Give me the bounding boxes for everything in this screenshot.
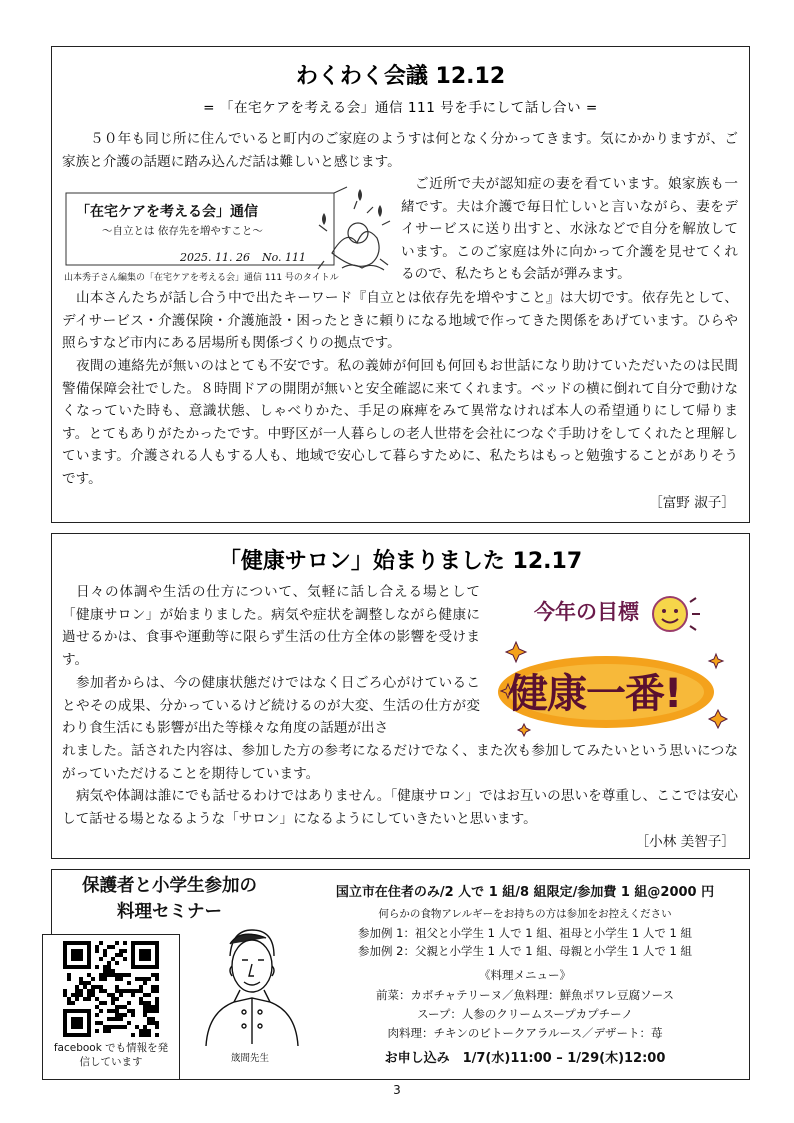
application-period: お申し込み 1/7(水)11:00 – 1/29(木)12:00 (384, 1051, 666, 1066)
section2-paragraph-2a: 参加者からは、今の健康状態だけではなく日ごろ心がけていることやその成果、分かっているけど続けるのが大変、生活の仕方が変わり食生活にも影響が出た等様々な角度の話題が出さ (62, 675, 480, 737)
menu-line-1: 前菜：カボチャテリーヌ／魚料理：鮮魚ポワレ豆腐ソース (375, 988, 675, 1002)
section1-paragraph-4: 夜間の連絡先が無いのはとても不安です。私の義姉が何回も何回もお世話になり助けていただいたのは民間警備保障会社でした。８時間ドアの開閉が無いと安全確認に来てくれます。ベッドの横に倒れて自分で動けなくなっていた時も、意識状態、しゃべりかた、手足の麻痺をみて異常なければ本人の希望通りにして帰ります。とてもありがたかったです。中野区が一人暮らしの老人世帯を会社につなぐ手助けをしてくれたと理解しています。介護される人もする人も、地域で安心して暮らすために、私たちはもっと勉強することがありそうです。 (62, 358, 738, 487)
section1-paragraph-2: ご近所で夫が認知症の妻を看ています。娘家族も一緒です。夫は介護で毎日忙しいと言いながら、妻をデイサービスに送り出すと、水泳などで自分を解放しています。このご家庭は外に向かって介護を見せてくれるので、私たちとも会話が弾みます。 (401, 176, 738, 283)
seminar-title-line-2: 料理セミナー (117, 902, 222, 922)
section2-paragraph-3: 病気や体調は誰にでも話せるわけではありません。「健康サロン」ではお互いの思いを尊重し、ここでは安心して話せる場となるような「サロン」になるようにしていきたいと思います。 (62, 788, 738, 827)
clipping-number: No. 111 (262, 251, 307, 264)
goal-banner (494, 584, 734, 744)
allergy-note: 何らかの食物アレルギーをお持ちの方は参加をお控えください (378, 908, 672, 920)
chef-caption: 筬間先生 (230, 1053, 269, 1064)
banner-main-text: 健康一番! (508, 671, 682, 717)
section2-title: 「健康サロン」始まりました 12.17 (218, 549, 583, 574)
menu-line-3: 肉料理：チキンのビトークアラルース／デザート：苺 (387, 1026, 663, 1040)
chef-portrait (200, 918, 300, 1048)
section1-paragraph-3: 山本さんたちが話し合う中で出たキーワード『自立とは依存先を増やすこと』は大切です。依存先として、デイサービス・介護保険・介護施設・困ったときに頼りになる地域で作ってきた関係をあげています。ひらや照らすなど市内にある居場所も関係づくりの拠点です。 (62, 290, 738, 352)
newsletter-title-clipping (62, 183, 392, 283)
section1-title: わくわく会議 12.12 (295, 64, 506, 89)
clipping-caption: 山本秀子さん編集の「在宅ケアを考える会」通信 111 号のタイトル (64, 273, 339, 283)
seminar-title (52, 869, 287, 925)
clipping-heading: 「在宅ケアを考える会」通信 (76, 204, 258, 220)
qr-caption: facebook でも情報を発信しています (53, 1042, 169, 1068)
participation-example-1: 参加例 1：祖父と小学生 1 人で 1 組、祖母と小学生 1 人で 1 組 (358, 926, 692, 940)
banner-top-text: 今年の目標 (534, 599, 639, 624)
qr-box (42, 934, 180, 1080)
qr-code-icon[interactable] (63, 941, 159, 1037)
participation-example-2: 参加例 2：父親と小学生 1 人で 1 組、母親と小学生 1 人で 1 組 (358, 944, 692, 958)
section2-paragraph-1: 日々の体調や生活の仕方について、気軽に話し合える場として「健康サロン」が始まりました。病気や症状を調整しながら健康に過せるかは、食事や運動等に限らず生活の仕方全体の影響を受けます。 (62, 584, 480, 668)
section-cooking-seminar (51, 869, 750, 1080)
section2-signature: ［小林 美智子］ (635, 834, 735, 850)
seminar-title-line-1: 保護者と小学生参加の (82, 876, 257, 896)
menu-line-2: スープ：人参のクリームスープカプチーノ (417, 1007, 633, 1021)
section-health-salon (51, 533, 750, 859)
chef-illustration (200, 918, 300, 1068)
section1-paragraph-1: ５０年も同じ所に住んでいると町内のご家庭のようすは何となく分かってきます。気にかかりますが、ご家族と介護の話題に踏み込んだ話は難しいと感じます。 (62, 131, 738, 170)
menu-title: 《料理メニュー》 (479, 968, 571, 982)
clipping-subheading: ～自立とは 依存先を増やすこと～ (102, 225, 263, 237)
section2-paragraph-2b: れました。話された内容は、参加した方の参考になるだけでなく、また次も参加してみたいという思いにつながっていただけることを期待しています。 (62, 743, 738, 782)
page-number: 3 (393, 1083, 401, 1097)
section-wakuwaku-meeting (51, 46, 750, 523)
section1-subtitle: = 「在宅ケアを考える会」通信 111 号を手にして話し合い = (203, 100, 598, 116)
section1-signature: ［富野 淑子］ (649, 495, 735, 511)
seminar-headline: 国立市在住者のみ/2 人で 1 組/8 組限定/参加費 1 組@2000 円 (335, 885, 715, 900)
clipping-date: 2025. 11. 26 (180, 251, 250, 264)
